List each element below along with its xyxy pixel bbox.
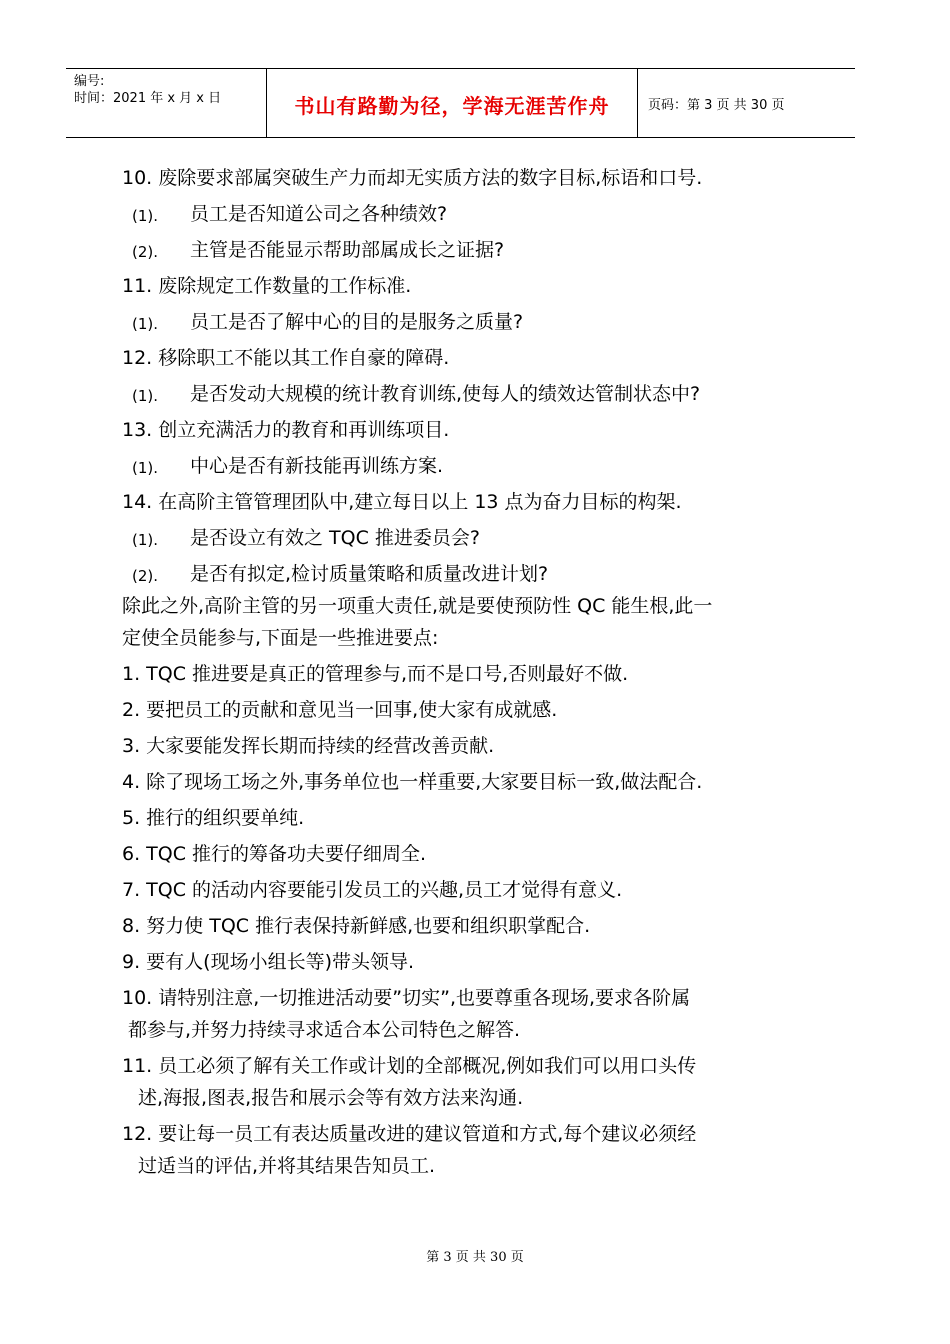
paragraph-line: 13. 创立充满活力的教育和再训练项目.: [122, 419, 450, 441]
paragraph-line: 3. 大家要能发挥长期而持续的经营改善贡献.: [122, 735, 495, 757]
header-motto-cell: [267, 69, 638, 137]
paragraph-line: 11. 废除规定工作数量的工作标准.: [122, 275, 412, 297]
paragraph-line: 10. 废除要求部属突破生产力而却无实质方法的数字目标,标语和口号.: [122, 167, 703, 189]
paragraph-line: 9. 要有人(现场小组长等)带头领导.: [122, 951, 415, 973]
time-label: 时间：2021 年 x 月 x 日: [74, 91, 222, 106]
sub-item-text: 员工是否知道公司之各种绩效?: [190, 203, 448, 225]
sub-item-number: (1).: [132, 531, 159, 549]
paragraph-line: 定使全员能参与,下面是一些推进要点:: [122, 627, 439, 649]
sub-item-text: 是否有拟定,检讨质量策略和质量改进计划?: [190, 563, 549, 585]
sub-item-text: 中心是否有新技能再训练方案.: [190, 455, 444, 477]
paragraph-line: 14. 在高阶主管管理团队中,建立每日以上 13 点为奋力目标的构架.: [122, 491, 682, 513]
paragraph-line: 7. TQC 的活动内容要能引发员工的兴趣,员工才觉得有意义.: [122, 879, 623, 901]
sub-item-number: (1).: [132, 459, 159, 477]
paragraph-line: 2. 要把员工的贡献和意见当一回事,使大家有成就感.: [122, 699, 558, 721]
paragraph-line: 10. 请特别注意,一切推进活动要”切实”,也要尊重各现场,要求各阶属: [122, 987, 691, 1009]
header-meta-cell: [66, 69, 267, 137]
sub-item-number: (1).: [132, 207, 159, 225]
sub-item-number: (2).: [132, 567, 159, 585]
paragraph-line: 1. TQC 推进要是真正的管理参与,而不是口号,否则最好不做.: [122, 663, 629, 685]
paragraph-line: 4. 除了现场工场之外,事务单位也一样重要,大家要目标一致,做法配合.: [122, 771, 703, 793]
paragraph-continuation: 过适当的评估,并将其结果告知员工.: [138, 1155, 436, 1177]
sub-item-number: (1).: [132, 387, 159, 405]
page-footer: 第 3 页 共 30 页: [426, 1250, 524, 1265]
paragraph-continuation: 述,海报,图表,报告和展示会等有效方法来沟通.: [138, 1087, 524, 1109]
paragraph-continuation: 都参与,并努力持续寻求适合本公司特色之解答.: [128, 1019, 521, 1041]
header-page-cell: [638, 69, 855, 137]
paragraph-line: 12. 要让每一员工有表达质量改进的建议管道和方式,每个建议必须经: [122, 1123, 697, 1145]
paragraph-line: 11. 员工必须了解有关工作或计划的全部概况,例如我们可以用口头传: [122, 1055, 697, 1077]
paragraph-line: 12. 移除职工不能以其工作自豪的障碍.: [122, 347, 450, 369]
sub-item-text: 是否设立有效之 TQC 推进委员会?: [190, 527, 480, 549]
serial-label: 编号:: [74, 74, 105, 89]
paragraph-line: 8. 努力使 TQC 推行表保持新鲜感,也要和组织职掌配合.: [122, 915, 591, 937]
sub-item-text: 是否发动大规模的统计教育训练,使每人的绩效达管制状态中?: [190, 383, 701, 405]
sub-item-number: (1).: [132, 315, 159, 333]
paragraph-line: 6. TQC 推行的筹备功夫要仔细周全.: [122, 843, 427, 865]
page-code: 页码：第 3 页 共 30 页: [648, 98, 785, 113]
paragraph-line: 除此之外,高阶主管的另一项重大责任,就是要使预防性 QC 能生根,此一: [122, 595, 713, 617]
paragraph-line: 5. 推行的组织要单纯.: [122, 807, 305, 829]
header-table: [66, 68, 855, 138]
sub-item-text: 主管是否能显示帮助部属成长之证据?: [190, 239, 505, 261]
sub-item-number: (2).: [132, 243, 159, 261]
motto-text: 书山有路勤为径，学海无涯苦作舟: [294, 94, 610, 118]
sub-item-text: 员工是否了解中心的目的是服务之质量?: [190, 311, 524, 333]
